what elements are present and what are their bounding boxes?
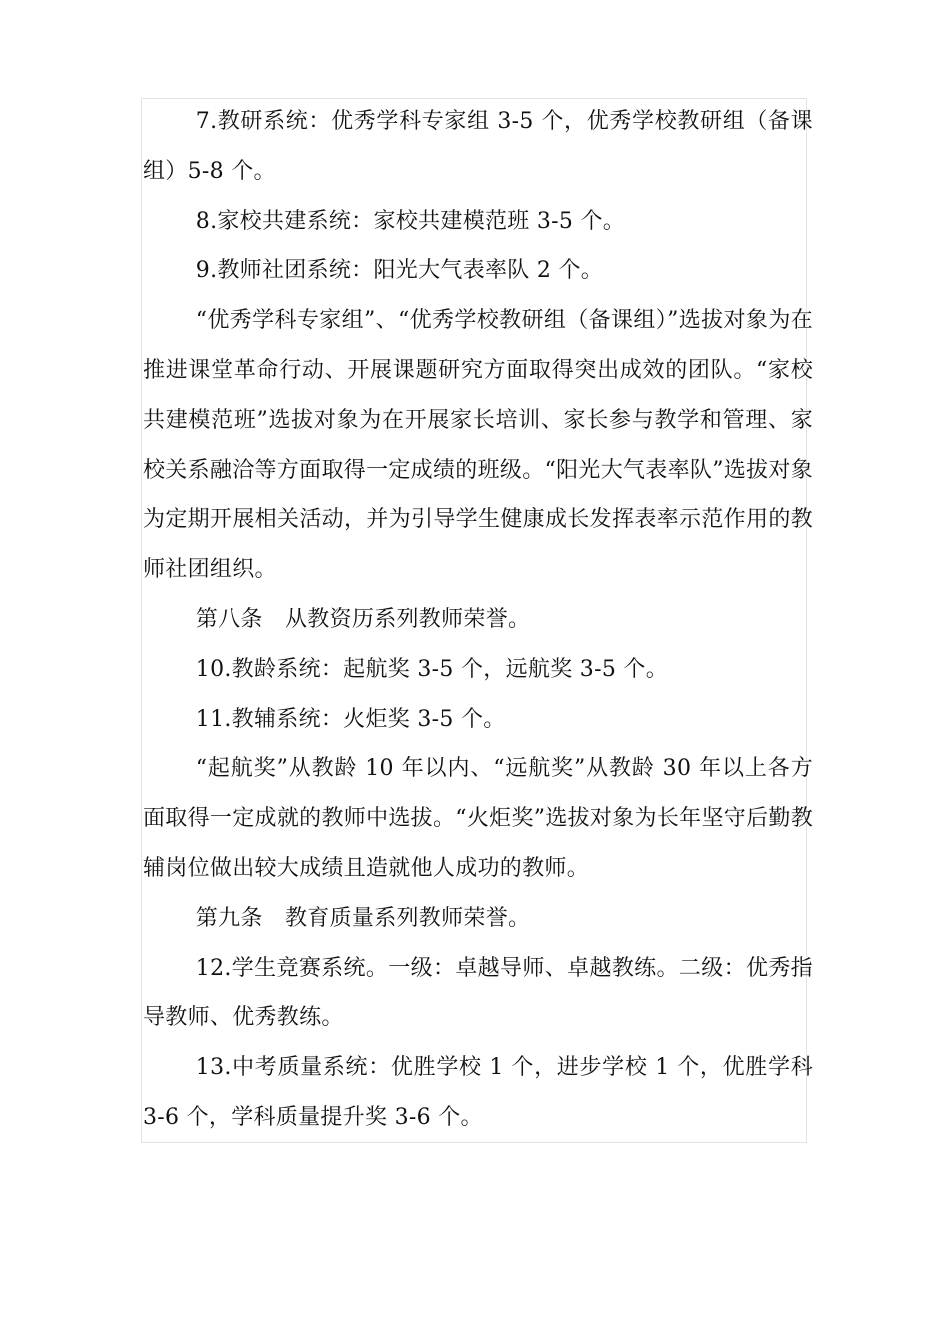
paragraph-selection-criteria-awards: “起航奖”从教龄 10 年以内、“远航奖”从教龄 30 年以上各方面取得一定成就的教师中选拔。“火炬奖”选拔对象为长年坚守后勤教辅岗位做出较大成绩且造就他人成功的教师。 [143,756,813,881]
paragraph-jiaoyan-system: 7.教研系统：优秀学科专家组 3-5 个，优秀学校教研组（备课组）5-8 个。 [143,109,813,184]
paragraph-selection-criteria-groups: “优秀学科专家组”、“优秀学校教研组（备课组）”选拔对象为在推进课堂革命行动、开展课题研究方面取得突出成效的团队。“家校共建模范班”选拔对象为在开展家长培训、家长参与教学和管理、家校关系融洽等方面取得一定成绩的班级。“阳光大气表率队”选拔对象为定期开展相关活动，并为引导学生健康成长发挥表率示范作用的教师社团组织。 [143,308,813,583]
paragraph-zhongkao-system: 13.中考质量系统：优胜学校 1 个，进步学校 1 个，优胜学科 3-6 个，学科质量提升奖 3-6 个。 [143,1055,813,1130]
paragraph-jiaxiao-system: 8.家校共建系统：家校共建模范班 3-5 个。 [195,208,626,234]
paragraph-jiaofu-system: 11.教辅系统：火炬奖 3-5 个。 [195,706,506,732]
paragraph-article-eight: 第八条 从教资历系列教师荣誉。 [195,606,531,632]
paragraph-shetuan-system: 9.教师社团系统：阳光大气表率队 2 个。 [195,258,604,284]
document-body [143,97,813,1143]
paragraph-article-nine: 第九条 教育质量系列教师荣誉。 [195,905,531,931]
paragraph-competition-system: 12.学生竞赛系统。一级：卓越导师、卓越教练。二级：优秀指导教师、优秀教练。 [143,955,813,1031]
paragraph-jiaoling-system: 10.教龄系统：起航奖 3-5 个，远航奖 3-5 个。 [195,656,669,682]
